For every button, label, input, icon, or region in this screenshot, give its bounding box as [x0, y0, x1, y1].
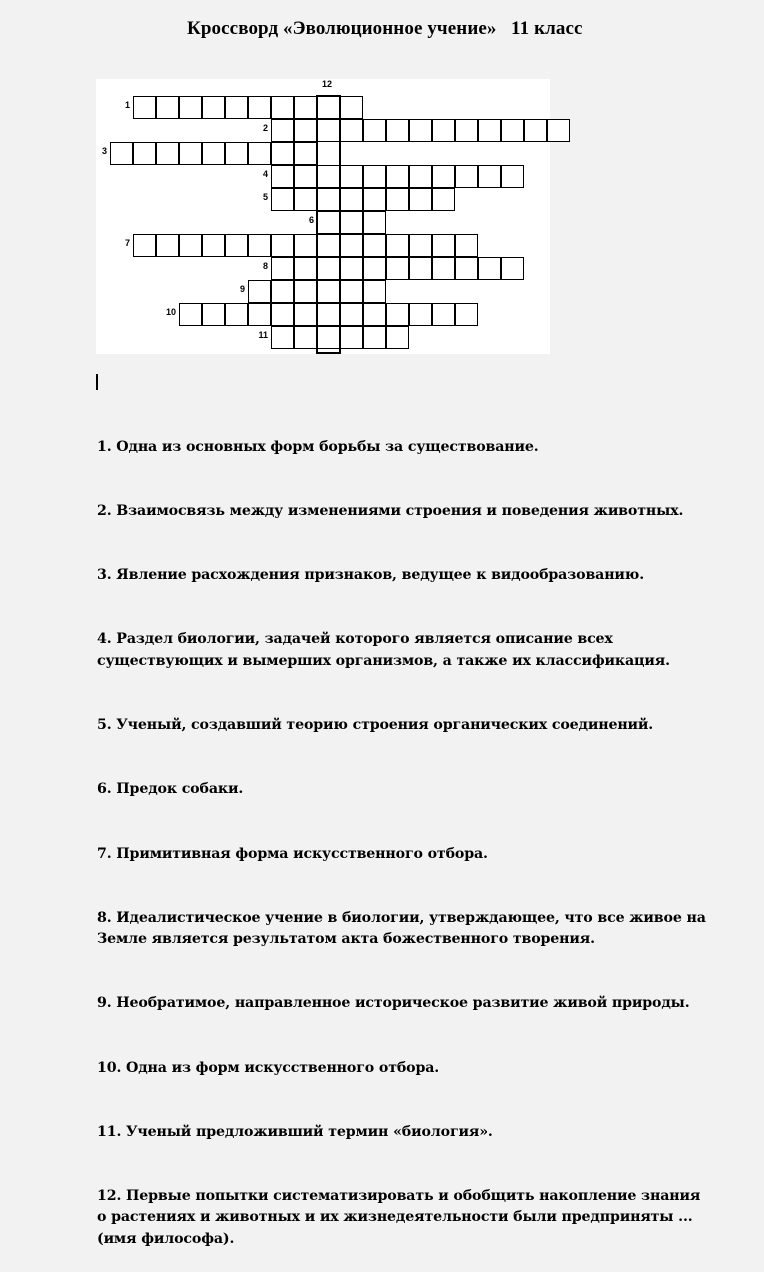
crossword-cell[interactable]	[248, 280, 271, 303]
crossword-cell[interactable]	[202, 303, 225, 326]
crossword-cell[interactable]	[455, 119, 478, 142]
crossword-cell[interactable]	[294, 119, 317, 142]
crossword-cell[interactable]	[317, 96, 340, 119]
crossword-cell[interactable]	[271, 280, 294, 303]
crossword-cell[interactable]	[363, 165, 386, 188]
crossword-number-12: 12	[321, 79, 332, 89]
crossword-cell[interactable]	[225, 142, 248, 165]
crossword-cell[interactable]	[432, 188, 455, 211]
crossword-cell[interactable]	[455, 303, 478, 326]
crossword-cell[interactable]	[248, 303, 271, 326]
crossword-cell[interactable]	[271, 234, 294, 257]
crossword-cell[interactable]	[432, 303, 455, 326]
crossword-cell[interactable]	[294, 326, 317, 349]
crossword-cell[interactable]	[386, 119, 409, 142]
crossword-cell[interactable]	[133, 142, 156, 165]
crossword-cell[interactable]	[501, 119, 524, 142]
crossword-cell[interactable]	[340, 303, 363, 326]
crossword-number-8: 8	[262, 261, 268, 271]
crossword-cell[interactable]	[248, 96, 271, 119]
crossword-cell[interactable]	[409, 165, 432, 188]
crossword-cell[interactable]	[179, 142, 202, 165]
crossword-cell[interactable]	[294, 303, 317, 326]
crossword-number-6: 6	[308, 215, 314, 225]
crossword-cell[interactable]	[294, 257, 317, 280]
crossword-cell[interactable]	[179, 96, 202, 119]
crossword-cell[interactable]	[294, 188, 317, 211]
crossword-cell[interactable]	[179, 234, 202, 257]
crossword-cell[interactable]	[340, 96, 363, 119]
crossword-cell[interactable]	[340, 188, 363, 211]
crossword-cell[interactable]	[340, 119, 363, 142]
crossword-cell[interactable]	[432, 165, 455, 188]
crossword-cell[interactable]	[478, 119, 501, 142]
crossword-cell[interactable]	[340, 211, 363, 234]
crossword-number-5: 5	[262, 192, 268, 202]
crossword-cell[interactable]	[317, 188, 340, 211]
crossword-cell[interactable]	[156, 142, 179, 165]
crossword-cell[interactable]	[202, 142, 225, 165]
crossword-cell[interactable]	[202, 96, 225, 119]
crossword-cell[interactable]	[363, 188, 386, 211]
crossword-cell[interactable]	[478, 257, 501, 280]
clue-1: 1. Одна из основных форм борьбы за существование.	[97, 438, 539, 455]
crossword-cell[interactable]	[156, 234, 179, 257]
clue-3: 3. Явление расхождения признаков, ведущее к видообразованию.	[97, 567, 644, 584]
crossword-number-2: 2	[262, 123, 268, 133]
clue-2: 2. Взаимосвязь между изменениями строения и поведения животных.	[97, 503, 684, 520]
crossword-cell[interactable]	[409, 303, 432, 326]
crossword-cell[interactable]	[409, 188, 432, 211]
clue-10: 10. Одна из форм искусственного отбора.	[97, 1059, 440, 1076]
crossword-cell[interactable]	[363, 234, 386, 257]
crossword-cell[interactable]	[271, 119, 294, 142]
crossword-number-1: 1	[124, 100, 130, 110]
crossword-cell[interactable]	[409, 257, 432, 280]
crossword-cell[interactable]	[363, 326, 386, 349]
clue-5: 5. Ученый, создавший теорию строения органических соединений.	[97, 717, 654, 734]
crossword-cell[interactable]	[248, 142, 271, 165]
crossword-cell[interactable]	[432, 119, 455, 142]
crossword-cell[interactable]	[271, 96, 294, 119]
clue-8: 8. Идеалистическое учение в биологии, утверждающее, что все живое на Земле является результатом акта божественного творения.	[97, 909, 706, 948]
crossword-cell[interactable]	[225, 96, 248, 119]
crossword-cell[interactable]	[432, 234, 455, 257]
crossword-cell[interactable]	[340, 280, 363, 303]
crossword-cell[interactable]	[202, 234, 225, 257]
crossword-cell[interactable]	[271, 326, 294, 349]
crossword-number-3: 3	[101, 146, 107, 156]
crossword-cell[interactable]	[363, 257, 386, 280]
crossword-number-10: 10	[165, 307, 176, 317]
crossword-cell[interactable]	[225, 234, 248, 257]
clue-9: 9. Необратимое, направленное историческое развитие живой природы.	[97, 995, 690, 1012]
clue-11: 11. Ученый предложивший термин «биология».	[97, 1123, 493, 1140]
crossword-cell[interactable]	[271, 257, 294, 280]
crossword-cell[interactable]	[363, 211, 386, 234]
crossword-cell[interactable]	[317, 165, 340, 188]
crossword-number-7: 7	[124, 238, 130, 248]
clue-4: 4. Раздел биологии, задачей которого является описание всех существующих и вымерших организмов, а также их классификация.	[97, 631, 670, 669]
clue-12: 12. Первые попытки систематизировать и обобщить накопление знания о растениях и животных и их жизнедеятельности были предприняты ... (имя философа).	[97, 1188, 701, 1247]
crossword-cell[interactable]	[478, 165, 501, 188]
crossword-cell[interactable]	[363, 280, 386, 303]
crossword-cell[interactable]	[294, 234, 317, 257]
crossword-cell[interactable]	[432, 257, 455, 280]
crossword-grid	[96, 79, 550, 354]
crossword-cell[interactable]	[340, 234, 363, 257]
crossword-cell[interactable]	[386, 257, 409, 280]
crossword-cell[interactable]	[317, 257, 340, 280]
crossword-cell[interactable]	[294, 96, 317, 119]
crossword-cell[interactable]	[317, 211, 340, 234]
crossword-cell[interactable]	[133, 234, 156, 257]
crossword-cell[interactable]	[547, 119, 570, 142]
crossword-cell[interactable]	[340, 257, 363, 280]
crossword-cell[interactable]	[271, 142, 294, 165]
crossword-cell[interactable]	[294, 280, 317, 303]
crossword-number-4: 4	[262, 169, 268, 179]
crossword-cell[interactable]	[317, 280, 340, 303]
crossword-cell[interactable]	[271, 165, 294, 188]
crossword-cell[interactable]	[386, 326, 409, 349]
crossword-cell[interactable]	[294, 142, 317, 165]
text-cursor	[96, 374, 98, 390]
crossword-cell[interactable]	[455, 165, 478, 188]
crossword-cell[interactable]	[409, 234, 432, 257]
crossword-cell[interactable]	[363, 303, 386, 326]
clue-7: 7. Примитивная форма искусственного отбора.	[97, 845, 488, 862]
clue-6: 6. Предок собаки.	[97, 781, 244, 798]
crossword-cell[interactable]	[156, 96, 179, 119]
crossword-cell[interactable]	[501, 257, 524, 280]
crossword-cell[interactable]	[386, 303, 409, 326]
crossword-cell[interactable]	[317, 119, 340, 142]
crossword-cell[interactable]	[340, 165, 363, 188]
crossword-cell[interactable]	[225, 303, 248, 326]
crossword-cell[interactable]	[271, 188, 294, 211]
page-title: Кроссворд «Эволюционное учение» 11 класс	[187, 18, 583, 39]
crossword-cell[interactable]	[133, 96, 156, 119]
crossword-cell[interactable]	[317, 303, 340, 326]
crossword-cell[interactable]	[386, 188, 409, 211]
crossword-cell[interactable]	[271, 303, 294, 326]
crossword-number-11: 11	[258, 330, 268, 340]
crossword-cell[interactable]	[386, 234, 409, 257]
crossword-number-9: 9	[239, 284, 245, 294]
crossword-cell[interactable]	[386, 165, 409, 188]
crossword-cell[interactable]	[340, 326, 363, 349]
crossword-cell[interactable]	[524, 119, 547, 142]
crossword-cell[interactable]	[455, 257, 478, 280]
crossword-cell[interactable]	[110, 142, 133, 165]
crossword-cell[interactable]	[179, 303, 202, 326]
crossword-cell[interactable]	[294, 165, 317, 188]
crossword-cell[interactable]	[363, 119, 386, 142]
clues-list	[97, 394, 757, 1272]
crossword-cell[interactable]	[317, 326, 340, 349]
crossword-cell[interactable]	[409, 119, 432, 142]
crossword-cell[interactable]	[317, 234, 340, 257]
crossword-cell[interactable]	[248, 234, 271, 257]
crossword-cell[interactable]	[455, 234, 478, 257]
crossword-cell[interactable]	[501, 165, 524, 188]
